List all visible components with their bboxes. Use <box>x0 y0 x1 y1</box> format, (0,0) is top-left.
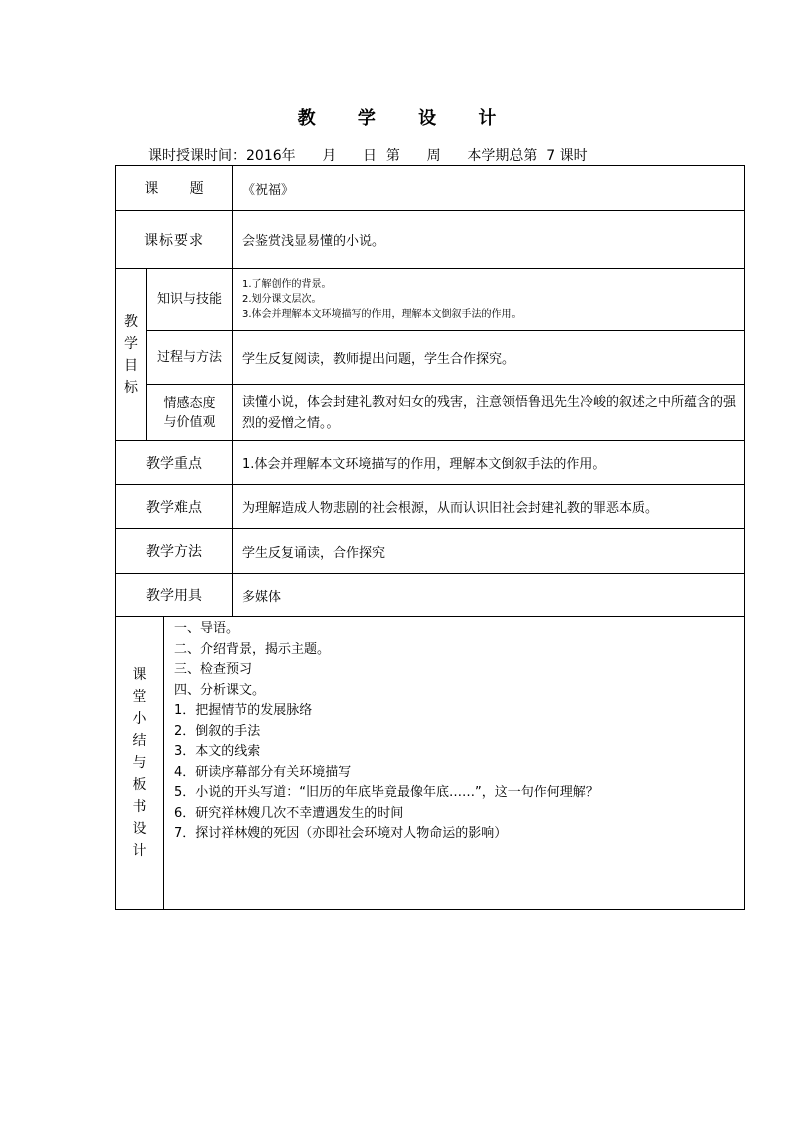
emotion-label: 情感态度 与价值观 <box>147 385 233 441</box>
topic-value: 《祝福》 <box>233 166 745 211</box>
board-item: 四、分析课文。 <box>174 682 266 698</box>
process-label: 过程与方法 <box>147 331 233 385</box>
emotion-value: 读懂小说，体会封建礼教对妇女的残害，注意领悟鲁迅先生冷峻的叙述之中所蕴含的强烈的爱憎之情。。 <box>233 385 745 441</box>
row-method <box>116 529 745 574</box>
method-label: 教学方法 <box>116 529 233 574</box>
schedule-line: 课时授课时间：2016年 月 日 第 周 本学期总第 7 课时 <box>148 148 588 164</box>
board-item: 5．小说的开头写道：“旧历的年底毕竟最像年底……”，这一句作何理解？ <box>174 785 599 800</box>
board-cell <box>116 617 745 910</box>
standard-value: 会鉴赏浅显易懂的小说。 <box>233 211 745 269</box>
standard-label: 课标要求 <box>116 211 233 269</box>
knowledge-label: 知识与技能 <box>147 269 233 331</box>
tools-value: 多媒体 <box>233 574 745 617</box>
knowledge-item: 2.划分课文层次。 <box>242 294 322 305</box>
row-board <box>116 617 745 910</box>
row-emotion <box>116 385 745 441</box>
board-item: 1．把握情节的发展脉络 <box>174 703 313 718</box>
knowledge-item: 3.体会并理解本文环境描写的作用，理解本文倒叙手法的作用。 <box>242 309 522 320</box>
tools-label: 教学用具 <box>116 574 233 617</box>
board-item: 三、检查预习 <box>174 662 253 677</box>
goals-label: 教 学 目 标 <box>116 269 147 441</box>
knowledge-item: 1.了解创作的背景。 <box>242 279 332 290</box>
board-content <box>164 617 744 909</box>
board-label: 课 堂 小 结 与 板 书 设 计 <box>116 617 164 909</box>
row-knowledge <box>116 269 745 331</box>
document-title: 教 学 设 计 <box>297 108 515 129</box>
row-topic <box>116 166 745 211</box>
topic-label: 课 题 <box>116 166 233 211</box>
key-value: 1.体会并理解本文环境描写的作用，理解本文倒叙手法的作用。 <box>233 441 745 485</box>
row-standard <box>116 211 745 269</box>
board-item: 4．研读序幕部分有关环境描写 <box>174 764 352 780</box>
board-item: 2．倒叙的手法 <box>174 723 261 739</box>
board-item: 一、导语。 <box>174 621 240 636</box>
key-label: 教学重点 <box>116 441 233 485</box>
row-difficulty <box>116 485 745 529</box>
method-value: 学生反复诵读，合作探究 <box>233 529 745 574</box>
row-process <box>116 331 745 385</box>
process-value: 学生反复阅读，教师提出问题，学生合作探究。 <box>233 331 745 385</box>
board-item: 7．探讨祥林嫂的死因（亦即社会环境对人物命运的影响） <box>174 826 508 841</box>
board-item: 二、介绍背景，揭示主题。 <box>174 641 331 657</box>
lesson-plan-table <box>115 165 745 910</box>
board-item: 3．本文的线索 <box>174 744 261 759</box>
row-key <box>116 441 745 485</box>
difficulty-label: 教学难点 <box>116 485 233 529</box>
difficulty-value: 为理解造成人物悲剧的社会根源，从而认识旧社会封建礼教的罪恶本质。 <box>233 485 745 529</box>
knowledge-list <box>233 269 745 331</box>
row-tools <box>116 574 745 617</box>
board-item: 6．研究祥林嫂几次不幸遭遇发生的时间 <box>174 805 404 821</box>
